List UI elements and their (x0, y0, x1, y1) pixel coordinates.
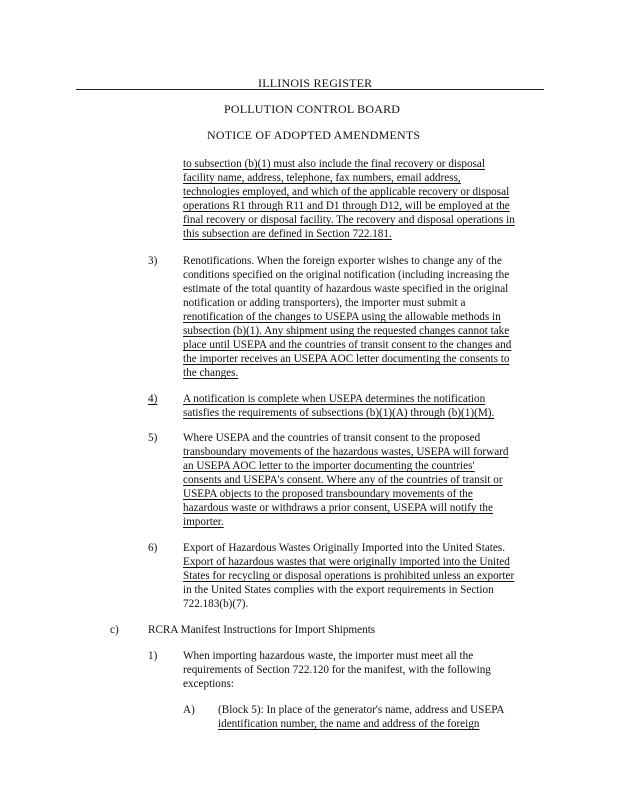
item-line: estimate of the total quantity of hazardous waste specified in the original (183, 283, 509, 295)
item-line: place until USEPA and the countries of transit consent to the changes and (183, 339, 512, 351)
subitem-letter: A) (183, 704, 195, 716)
item-number: 5) (148, 432, 158, 444)
item-line: the importer receives an USEPA AOC letter documenting the consents to (183, 353, 510, 365)
item-line: Export of Hazardous Wastes Originally Imported into the United States. (183, 542, 506, 554)
item-line: renotification of the changes to USEPA using the allowable methods in (183, 311, 501, 323)
continuation-line: final recovery or disposal facility. The recovery and disposal operations in (183, 214, 515, 226)
item-line: hazardous waste or withdraws a prior consent, USEPA will notify the (183, 502, 493, 514)
item-line: Export of hazardous wastes that were originally imported into the United (183, 556, 510, 568)
item-line: States for recycling or disposal operations is prohibited unless an exporter (183, 570, 515, 582)
item-line: 722.183(b)(7). (183, 598, 249, 610)
item-number: 3) (148, 255, 158, 267)
item-number: 4) (148, 393, 158, 405)
item-number: 6) (148, 542, 158, 554)
continuation-line: operations R1 through R11 and D1 through D12, will be employed at the (183, 200, 510, 212)
subitem-line: (Block 5): In place of the generator's name, address and USEPA (218, 704, 505, 716)
item-number: 1) (148, 650, 158, 662)
item-line: conditions specified on the original notification (including increasing the (183, 269, 510, 281)
item-line: Renotifications. When the foreign exporter wishes to change any of the (183, 255, 502, 267)
continuation-line: facility name, address, telephone, fax numbers, email address, (183, 172, 461, 184)
item-line: transboundary movements of the hazardous wastes, USEPA will forward (183, 446, 509, 458)
continuation-line: this subsection are defined in Section 722.181. (183, 228, 392, 240)
item-line: USEPA objects to the proposed transboundary movements of the (183, 488, 473, 500)
item-line: exceptions: (183, 678, 234, 690)
section-letter: c) (110, 624, 119, 636)
item-line: consents and USEPA's consent. Where any of the countries of transit or (183, 474, 503, 486)
item-line: an USEPA AOC letter to the importer documenting the countries' (183, 460, 475, 472)
item-line: subsection (b)(1). Any shipment using the requested changes cannot take (183, 325, 510, 337)
notice-title: NOTICE OF ADOPTED AMENDMENTS (207, 128, 421, 142)
item-line: importer. (183, 516, 224, 528)
section-title: RCRA Manifest Instructions for Import Shipments (148, 624, 376, 636)
header-rule-left (76, 89, 174, 90)
item-line: When importing hazardous waste, the importer must meet all the (183, 650, 474, 662)
board-title: POLLUTION CONTROL BOARD (224, 102, 401, 116)
register-title: ILLINOIS REGISTER (258, 76, 373, 90)
item-line: in the United States complies with the export requirements in Section (183, 584, 494, 596)
subitem-line: identification number, the name and address of the foreign (218, 718, 480, 730)
item-line: requirements of Section 722.120 for the manifest, with the following (183, 664, 491, 676)
continuation-line: technologies employed, and which of the applicable recovery or disposal (183, 186, 510, 198)
item-line: Where USEPA and the countries of transit consent to the proposed (183, 432, 481, 444)
item-line: the changes. (183, 367, 239, 379)
item-line: notification or adding transporters), the importer must submit a (183, 297, 466, 309)
item-line: A notification is complete when USEPA determines the notification (183, 393, 486, 405)
item-line: satisfies the requirements of subsections (b)(1)(A) through (b)(1)(M). (183, 407, 495, 419)
continuation-line: to subsection (b)(1) must also include the final recovery or disposal (183, 158, 485, 170)
